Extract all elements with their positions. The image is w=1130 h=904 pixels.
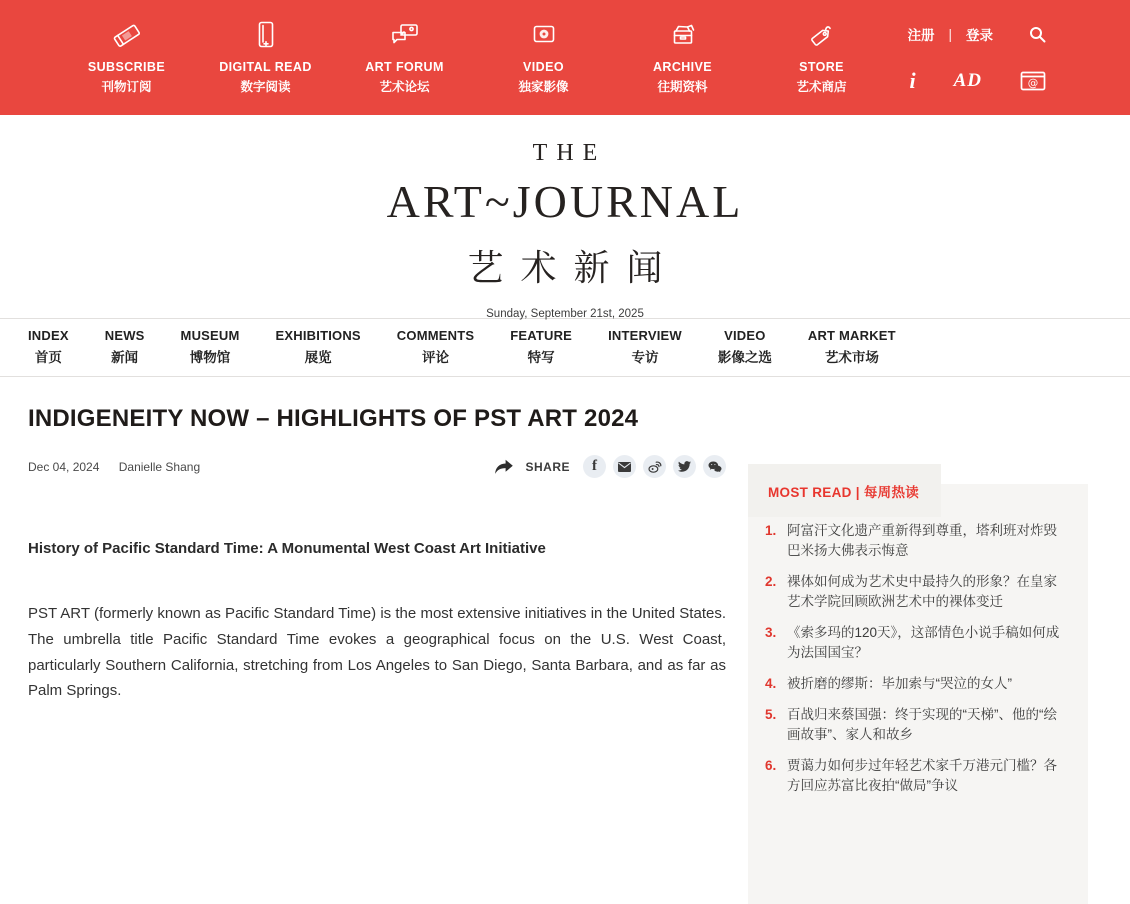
wechat-icon	[708, 461, 722, 473]
header-item-label-zh: 艺术商店	[796, 80, 847, 94]
header-item-store[interactable]	[752, 16, 891, 95]
article-date: Dec 04, 2024	[28, 459, 100, 474]
nav-item-comments[interactable]	[397, 328, 474, 366]
facebook-icon: f	[592, 458, 597, 474]
nav-item-news[interactable]	[105, 328, 145, 366]
header-item-label-zh: 往期资料	[657, 80, 708, 94]
masthead-the: THE	[532, 140, 607, 166]
nav-label-zh: 展览	[304, 350, 332, 365]
most-read-sidebar	[748, 464, 1088, 904]
nav-label-zh: 新闻	[111, 350, 139, 365]
login-link[interactable]: 登录	[965, 28, 993, 43]
item-number: 5.	[765, 707, 777, 722]
item-number: 1.	[765, 523, 777, 538]
most-read-item[interactable]	[765, 572, 1068, 612]
content-area	[0, 377, 1130, 904]
article	[28, 405, 726, 904]
nav-label-zh: 特写	[527, 350, 555, 365]
main-nav	[0, 318, 1130, 377]
site-title[interactable]: ART~JOURNAL	[386, 176, 744, 227]
header-item-label: DIGITAL READ	[219, 60, 312, 74]
most-read-item[interactable]	[765, 756, 1068, 796]
nav-label-zh: 影像之选	[717, 350, 772, 365]
header-item-label-zh: 独家影像	[518, 80, 569, 94]
most-read-item[interactable]	[765, 521, 1068, 561]
header-item-archive[interactable]	[613, 16, 752, 95]
register-link[interactable]: 注册	[907, 28, 935, 43]
newsletter-icon[interactable]	[1020, 71, 1046, 91]
nav-label-zh: 博物馆	[189, 350, 231, 365]
weibo-icon	[648, 461, 662, 473]
nav-item-index[interactable]	[28, 328, 69, 366]
envelope-icon	[618, 462, 631, 472]
nav-label-zh: 评论	[422, 350, 450, 365]
article-paragraph: PST ART (formerly known as Pacific Standard Time) is the most extensive initiatives in the United States. The umbrella title Pacific Standard Time evokes a geographical focus on the U.S. West Coast, particularly Southern California, stretching from Los Angeles to San Diego, Santa Barbara, and as far as Palm Springs.	[28, 605, 726, 700]
nav-label-zh: 艺术市场	[824, 350, 879, 365]
item-title: 裸体如何成为艺术史中最持久的形象？在皇家艺术学院回顾欧洲艺术中的裸体变迁	[787, 574, 1057, 609]
nav-item-interview[interactable]	[608, 328, 682, 366]
most-read-header: MOST READ | 每周热读	[748, 464, 941, 517]
header-account-area	[907, 24, 1046, 94]
byline	[28, 460, 200, 474]
auth-row	[907, 24, 1046, 44]
nav-label: MUSEUM	[180, 328, 240, 343]
weibo-share-button[interactable]	[643, 455, 666, 478]
most-read-list	[765, 521, 1068, 796]
nav-item-feature[interactable]	[510, 328, 572, 366]
item-number: 4.	[765, 676, 777, 691]
header-item-digital-read[interactable]	[196, 16, 335, 95]
item-number: 2.	[765, 574, 777, 589]
header-item-label: VIDEO	[523, 60, 564, 74]
archive-box-icon	[665, 16, 701, 54]
wechat-share-button[interactable]	[703, 455, 726, 478]
header-item-art-forum[interactable]	[335, 16, 474, 95]
most-read-panel	[748, 484, 1088, 904]
search-icon[interactable]	[1029, 26, 1046, 43]
phone-icon	[249, 16, 283, 54]
twitter-share-button[interactable]	[673, 455, 696, 478]
header-item-label-zh: 刊物订阅	[101, 80, 152, 94]
svg-text:@: @	[1027, 77, 1039, 90]
nav-label: EXHIBITIONS	[275, 328, 361, 343]
header-item-label: ARCHIVE	[652, 60, 713, 74]
nav-label: ART MARKET	[807, 328, 896, 343]
item-number: 6.	[765, 758, 777, 773]
nav-label-zh: 首页	[34, 350, 62, 365]
masthead	[0, 115, 1130, 318]
chat-bubbles-icon	[387, 16, 423, 54]
magazine-icon	[109, 16, 145, 54]
nav-label: FEATURE	[510, 328, 573, 343]
item-number: 3.	[765, 625, 777, 640]
share-arrow-icon[interactable]	[494, 459, 514, 475]
item-title: 贾蔼力如何步过年轻艺术家千万港元门槛？各方回应苏富比夜拍“做局”争议	[787, 758, 1057, 793]
item-title: 《索多玛的120天》，这部情色小说手稿如何成为法国国宝？	[787, 625, 1060, 660]
header-item-video[interactable]	[474, 16, 613, 95]
site-title-zh: 艺术新闻	[467, 248, 680, 288]
share-bar	[494, 455, 726, 478]
share-label: SHARE	[525, 459, 570, 474]
price-tag-icon	[804, 16, 840, 54]
header-item-label: STORE	[799, 60, 844, 74]
nav-label: INTERVIEW	[608, 328, 682, 343]
top-header	[0, 0, 1130, 115]
article-title: INDIGENEITY NOW – HIGHLIGHTS OF PST ART 2024	[28, 405, 639, 432]
article-author: Danielle Shang	[118, 459, 201, 474]
facebook-share-button[interactable]	[583, 455, 606, 478]
most-read-item[interactable]	[765, 674, 1068, 694]
nav-item-exhibitions[interactable]	[276, 328, 361, 366]
header-item-label: ART FORUM	[365, 60, 444, 74]
header-item-subscribe[interactable]	[57, 16, 196, 95]
most-read-item[interactable]	[765, 623, 1068, 663]
header-item-label-zh: 艺术论坛	[379, 80, 430, 94]
nav-label: NEWS	[104, 328, 145, 343]
twitter-icon	[678, 461, 691, 472]
nav-label: VIDEO	[724, 328, 766, 343]
nav-item-video[interactable]	[718, 328, 772, 366]
item-title: 阿富汗文化遗产重新得到尊重，塔利班对炸毁巴米扬大佛表示悔意	[787, 523, 1057, 558]
nav-label: INDEX	[28, 328, 69, 343]
nav-item-museum[interactable]	[181, 328, 240, 366]
byline-row	[28, 455, 726, 478]
article-subheading: History of Pacific Standard Time: A Monumental West Coast Art Initiative	[28, 540, 546, 557]
nav-label: COMMENTS	[396, 328, 475, 343]
nav-label-zh: 专访	[631, 350, 659, 365]
info-link[interactable]: i	[909, 68, 916, 93]
video-camera-icon	[527, 16, 561, 54]
header-item-label: SUBSCRIBE	[87, 60, 166, 74]
ad-link[interactable]: AD	[953, 70, 982, 91]
item-title: 被折磨的缪斯：毕加索与“哭泣的女人”	[787, 676, 1012, 691]
most-read-item[interactable]	[765, 705, 1068, 745]
masthead-date: Sunday, September 21st, 2025	[486, 308, 644, 320]
header-item-label-zh: 数字阅读	[240, 80, 291, 94]
item-title: 百战归来蔡国强：终于实现的“天梯”、他的“绘画故事”、家人和故乡	[787, 707, 1057, 742]
header-links-row	[907, 68, 1046, 94]
email-share-button[interactable]	[613, 455, 636, 478]
auth-divider: |	[948, 26, 952, 42]
nav-item-art-market[interactable]	[808, 328, 896, 366]
